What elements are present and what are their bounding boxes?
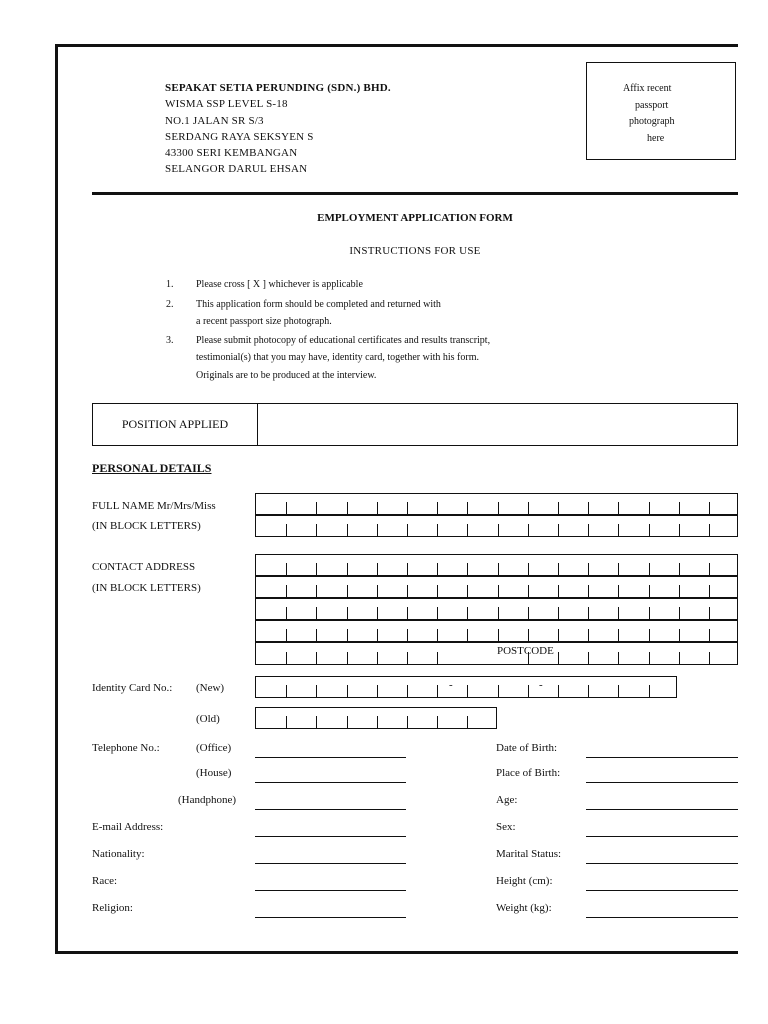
character-box-divider [498, 585, 499, 597]
instruction-item [196, 332, 596, 384]
age-label: Age: [496, 794, 518, 806]
character-box-divider [467, 685, 468, 697]
character-box-divider [347, 585, 348, 597]
character-box-divider [286, 629, 287, 641]
character-box-divider [558, 524, 559, 536]
character-box-divider [407, 563, 408, 575]
email-input[interactable] [255, 836, 406, 837]
character-box-divider [407, 629, 408, 641]
full-name-boxes-row-2[interactable] [255, 515, 738, 537]
character-box-divider [286, 716, 287, 728]
height-input[interactable] [586, 890, 738, 891]
character-box-divider [558, 685, 559, 697]
character-box-divider [588, 629, 589, 641]
photo-box-line: photograph [629, 116, 675, 127]
telephone-house-label: (House) [196, 767, 232, 779]
character-box-divider [498, 502, 499, 514]
character-box-divider [588, 607, 589, 619]
character-box-divider [498, 629, 499, 641]
character-box-divider [528, 563, 529, 575]
character-box-divider [558, 607, 559, 619]
instruction-number: 1. [166, 279, 174, 290]
character-box-divider [649, 502, 650, 514]
character-box-divider [407, 685, 408, 697]
character-box-divider [679, 607, 680, 619]
marital-status-input[interactable] [586, 863, 738, 864]
passport-photo-box [586, 62, 736, 160]
character-box-divider [528, 524, 529, 536]
photo-box-instructions [587, 81, 735, 147]
character-box-divider [618, 502, 619, 514]
character-box-divider [649, 585, 650, 597]
contact-address-sublabel: (IN BLOCK LETTERS) [92, 582, 201, 594]
age-input[interactable] [586, 809, 738, 810]
character-box-divider [377, 607, 378, 619]
character-box-divider [316, 629, 317, 641]
place-of-birth-input[interactable] [586, 782, 738, 783]
character-box-divider [377, 716, 378, 728]
character-box-divider [679, 563, 680, 575]
character-box-divider [286, 685, 287, 697]
ic-new-boxes[interactable] [255, 676, 677, 698]
company-address-line: SERDANG RAYA SEKSYEN S [165, 130, 314, 143]
character-box-divider [407, 652, 408, 664]
company-address-line: WISMA SSP LEVEL S-18 [165, 98, 288, 111]
character-box-divider [649, 563, 650, 575]
character-box-divider [407, 716, 408, 728]
character-box-divider [649, 629, 650, 641]
character-box-divider [347, 563, 348, 575]
character-box-divider [377, 585, 378, 597]
character-box-divider [377, 652, 378, 664]
character-box-divider [618, 607, 619, 619]
character-box-divider [618, 563, 619, 575]
marital-status-label: Marital Status: [496, 848, 562, 860]
instruction-line: Please submit photocopy of educational certificates and results transcript, [196, 335, 491, 346]
instruction-number: 3. [166, 335, 174, 346]
company-address-line: SELANGOR DARUL EHSAN [165, 163, 308, 176]
character-box-divider [528, 652, 529, 664]
character-box-divider [286, 524, 287, 536]
race-label: Race: [92, 875, 118, 887]
character-box-divider [377, 524, 378, 536]
character-box-divider [316, 524, 317, 536]
character-box-divider [558, 563, 559, 575]
character-box-divider [679, 585, 680, 597]
position-applied-label: POSITION APPLIED [93, 404, 258, 445]
character-box-divider [528, 502, 529, 514]
character-box-divider [498, 524, 499, 536]
postcode-label: POSTCODE [497, 645, 554, 657]
telephone-handphone-label: (Handphone) [178, 794, 237, 806]
character-box-divider [286, 607, 287, 619]
character-box-divider [347, 524, 348, 536]
date-of-birth-label: Date of Birth: [496, 742, 558, 754]
character-box-divider [709, 629, 710, 641]
character-box-divider [437, 502, 438, 514]
character-box-divider [649, 652, 650, 664]
character-box-divider [709, 652, 710, 664]
nationality-input[interactable] [255, 863, 406, 864]
character-box-divider [347, 607, 348, 619]
character-box-divider [588, 563, 589, 575]
instruction-line: Originals are to be produced at the interview. [196, 369, 377, 381]
company-name: SEPAKAT SETIA PERUNDING (SDN.) BHD. [165, 82, 391, 94]
character-box-divider [498, 685, 499, 697]
ic-separator: - [539, 679, 543, 691]
instruction-item [196, 296, 596, 331]
character-box-divider [558, 585, 559, 597]
instruction-line: testimonial(s) that you may have, identity card, together with his form. [196, 352, 479, 364]
character-box-divider [437, 652, 438, 664]
character-box-divider [709, 524, 710, 536]
frame-bottom-border [55, 951, 738, 954]
character-box-divider [347, 716, 348, 728]
place-of-birth-label: Place of Birth: [496, 767, 561, 779]
telephone-office-input[interactable] [255, 757, 406, 758]
character-box-divider [407, 502, 408, 514]
character-box-divider [347, 629, 348, 641]
character-box-divider [588, 585, 589, 597]
position-applied-input[interactable] [259, 404, 737, 445]
character-box-divider [618, 685, 619, 697]
character-box-divider [316, 607, 317, 619]
instructions-title: INSTRUCTIONS FOR USE [349, 245, 481, 257]
character-box-divider [588, 685, 589, 697]
ic-old-label: (Old) [196, 713, 220, 725]
race-input[interactable] [255, 890, 406, 891]
character-box-divider [558, 629, 559, 641]
character-box-divider [377, 685, 378, 697]
full-name-sublabel: (IN BLOCK LETTERS) [92, 520, 201, 532]
character-box-divider [588, 502, 589, 514]
character-box-divider [588, 652, 589, 664]
instruction-line: a recent passport size photograph. [196, 316, 332, 328]
character-box-divider [528, 585, 529, 597]
character-box-divider [316, 652, 317, 664]
address-boxes-row-1[interactable] [255, 554, 738, 576]
character-box-divider [528, 607, 529, 619]
character-box-divider [437, 563, 438, 575]
character-box-divider [437, 607, 438, 619]
instruction-item [196, 276, 596, 293]
company-address-line: 43300 SERI KEMBANGAN [165, 147, 298, 160]
nationality-label: Nationality: [92, 848, 145, 860]
character-box-divider [679, 629, 680, 641]
instruction-number: 2. [166, 299, 174, 310]
character-box-divider [467, 607, 468, 619]
character-box-divider [467, 585, 468, 597]
ic-new-label: (New) [196, 682, 225, 694]
address-boxes-row-4[interactable] [255, 620, 738, 642]
character-box-divider [437, 716, 438, 728]
full-name-boxes-row-1[interactable] [255, 493, 738, 515]
address-boxes-row-2[interactable] [255, 576, 738, 598]
character-box-divider [618, 629, 619, 641]
character-box-divider [437, 524, 438, 536]
character-box-divider [316, 502, 317, 514]
character-box-divider [467, 502, 468, 514]
character-box-divider [407, 607, 408, 619]
personal-details-title: PERSONAL DETAILS [92, 461, 212, 475]
character-box-divider [286, 563, 287, 575]
frame-top-border [55, 44, 738, 47]
form-title: EMPLOYMENT APPLICATION FORM [317, 212, 513, 224]
religion-label: Religion: [92, 902, 133, 914]
character-box-divider [649, 524, 650, 536]
weight-label: Weight (kg): [496, 902, 552, 914]
character-box-divider [316, 585, 317, 597]
character-box-divider [407, 585, 408, 597]
telephone-handphone-input[interactable] [255, 809, 406, 810]
character-box-divider [558, 652, 559, 664]
header-divider [92, 192, 738, 195]
character-box-divider [467, 524, 468, 536]
photo-box-line: passport [635, 99, 669, 111]
character-box-divider [316, 716, 317, 728]
telephone-house-input[interactable] [255, 782, 406, 783]
character-box-divider [618, 585, 619, 597]
character-box-divider [528, 629, 529, 641]
height-label: Height (cm): [496, 875, 553, 887]
character-box-divider [316, 685, 317, 697]
company-header [165, 80, 391, 178]
ic-old-boxes[interactable] [255, 707, 497, 729]
telephone-label: Telephone No.: [92, 742, 160, 754]
sex-input[interactable] [586, 836, 738, 837]
character-box-divider [437, 629, 438, 641]
sex-label: Sex: [496, 821, 516, 833]
contact-address-label: CONTACT ADDRESS [92, 561, 196, 573]
character-box-divider [437, 585, 438, 597]
character-box-divider [498, 563, 499, 575]
character-box-divider [467, 716, 468, 728]
character-box-divider [528, 685, 529, 697]
position-applied-row [92, 403, 738, 446]
character-box-divider [467, 563, 468, 575]
character-box-divider [437, 685, 438, 697]
full-name-label: FULL NAME Mr/Mrs/Miss [92, 500, 216, 512]
character-box-divider [377, 502, 378, 514]
character-box-divider [377, 563, 378, 575]
character-box-divider [286, 585, 287, 597]
character-box-divider [618, 652, 619, 664]
character-box-divider [467, 629, 468, 641]
ic-label: Identity Card No.: [92, 682, 173, 694]
character-box-divider [347, 502, 348, 514]
character-box-divider [286, 502, 287, 514]
character-box-divider [588, 524, 589, 536]
character-box-divider [709, 607, 710, 619]
character-box-divider [709, 563, 710, 575]
frame-left-border [55, 44, 58, 954]
character-box-divider [347, 685, 348, 697]
character-box-divider [709, 502, 710, 514]
character-box-divider [407, 524, 408, 536]
address-boxes-row-5[interactable] [255, 642, 738, 665]
ic-separator: - [449, 679, 453, 691]
photo-box-line: here [647, 132, 665, 144]
photo-box-line: Affix recent [623, 83, 672, 94]
character-box-divider [558, 502, 559, 514]
character-box-divider [286, 652, 287, 664]
character-box-divider [679, 502, 680, 514]
character-box-divider [347, 652, 348, 664]
character-box-divider [649, 607, 650, 619]
telephone-office-label: (Office) [196, 742, 232, 754]
company-address-line: NO.1 JALAN SR S/3 [165, 114, 264, 127]
email-label: E-mail Address: [92, 821, 164, 833]
character-box-divider [679, 524, 680, 536]
character-box-divider [498, 607, 499, 619]
instruction-line: Please cross [ X ] whichever is applicable [196, 279, 363, 290]
instruction-line: This application form should be completed and returned with [196, 299, 441, 310]
character-box-divider [649, 685, 650, 697]
character-box-divider [618, 524, 619, 536]
religion-input[interactable] [255, 917, 406, 918]
character-box-divider [316, 563, 317, 575]
character-box-divider [377, 629, 378, 641]
weight-input[interactable] [586, 917, 738, 918]
character-box-divider [709, 585, 710, 597]
date-of-birth-input[interactable] [586, 757, 738, 758]
address-boxes-row-3[interactable] [255, 598, 738, 620]
character-box-divider [679, 652, 680, 664]
